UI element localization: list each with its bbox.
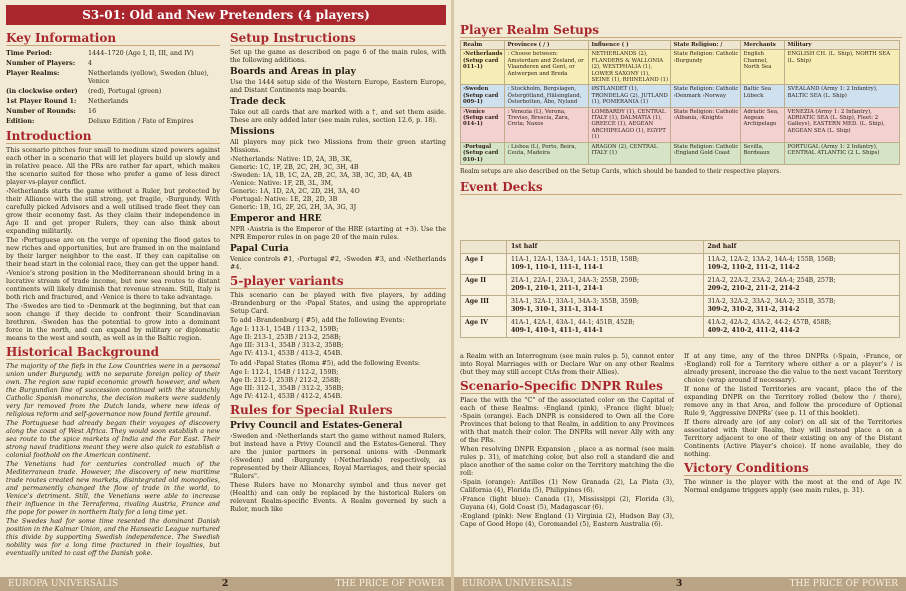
event-cards: 109-1, 110-1, 111-1, 114-1 — [511, 264, 604, 271]
realm-cell-realm: ›Portugal (Setup card 010-1) — [461, 142, 505, 164]
variants-heading: 5-player variants — [230, 274, 446, 289]
interregnum-paragraph: a Realm with an Interregnum (see main rules p. 5), cannot enter into Royal Marriages with or Declare War on any other Realms (but they may still accept CtAs from their Allies). — [460, 352, 674, 376]
dnpr-territories — [460, 478, 674, 528]
event-line: Age IV: 412-1, 453B / 412-2, 454B. — [230, 392, 343, 400]
realm-cell-merchants: Baltic Sea Lübeck — [741, 85, 785, 107]
boards-paragraph: Use the 1444 setup side of the Western Europe, Eastern Europe, and Distant Continents map boards. — [230, 78, 446, 94]
dnpr-paragraph: If none of the listed Territories are vacant, place the of the expanding DNPR on the Territory rolled (below the / there), remove any in that Area, and follow the procedure of Optional Rule 9, ‘Aggressive DNPRs’ (see p. 11 of this booklet). — [684, 385, 902, 417]
event-row — [461, 275, 900, 296]
mission-line: ›Sweden: 1A, 1B, 1C, 2A, 2B, 2C, 3A, 3B, 3C, 3D, 4A, 4B — [230, 171, 412, 179]
history-heading: Historical Background — [6, 345, 220, 360]
event-cards: 21A-1, 22A-1, 23A-1, 24A-3; 255B, 259B; — [511, 277, 640, 284]
mission-line: ›Portugal: Native: 1E, 2B, 2D, 3B — [230, 195, 338, 203]
key-info-row — [6, 48, 220, 58]
emperor-heading: Emperor and HRE — [230, 214, 322, 224]
history-paragraph: The Venetians had for centuries controlled much of the Mediterranean trade. However, the discovery of new maritime trade routes created new markets, disintegrated old monopolies, and permanently changed the flow of trade in the world, to Venice’s detriment. Still, the Venetians were able to increase their influence in the Terraferma, rivaling Austria, France and the pope for power in northern Italy for a long time yet. — [6, 460, 220, 516]
mission-line: ›Netherlands: Native: 1D, 2A, 3B, 3K, — [230, 155, 353, 163]
dnpr-heading: Scenario-Specific DNPR Rules — [460, 379, 674, 394]
realm-setups-table — [460, 40, 900, 165]
boards-heading: Boards and Areas in play — [230, 67, 356, 77]
key-info-label: Number of Rounds: — [6, 107, 76, 115]
event-cards: 11A-2, 12A-2, 13A-2, 14A-4; 155B, 156B; — [707, 256, 836, 263]
realm-cell-military: PORTUGAL (Army 1: 2 Infantry), CENTRAL ATLANTIC (2 L. Ships) — [785, 142, 900, 164]
page-footer — [0, 577, 452, 591]
page-footer — [454, 577, 906, 591]
realm-column-header: Influence ( ) — [589, 41, 671, 50]
event-row — [461, 296, 900, 317]
realm-cell-influence: NETHERLANDS (2), FLANDERS & WALLONIA (2), WESTPHALIA (1), LOWER SAXONY (1), SEINE (1), RHINELAND (1) — [589, 50, 671, 85]
right-column — [230, 28, 446, 574]
dnpr-paragraph: If there already are (of any color) on all six of the Territories associated with their Realm, they will instead place a on a Territory adjacent to one of their existing on any of the Distant Continents (Active Player’s choice). If none available, they do nothing. — [684, 418, 902, 458]
realm-cell-realm: ›Venice (Setup card 014-1) — [461, 107, 505, 142]
victory-heading: Victory Conditions — [684, 461, 902, 476]
history-paragraph: The Portuguese had already began their voyages of discovery along the coast of West Africa. They would soon establish a new sea route to the spice markets of India and the Far East. Their strong naval traditions meant they were also quick to establish a colonial foothold on the American continent. — [6, 419, 220, 459]
intro-heading: Introduction — [6, 129, 220, 144]
event-first-half — [507, 275, 704, 296]
event-cards: 41A-2, 42A-2, 43A-2, 44-2; 457B, 458B; — [707, 319, 832, 326]
event-cards: 31A-2, 32A-2, 33A-2, 34A-2; 351B, 357B; — [707, 298, 836, 305]
trade-heading: Trade deck — [230, 97, 286, 107]
realm-setups-note: Realm setups are also described on the Setup Cards, which should be handed to their respective players. — [460, 167, 782, 175]
realm-cell-merchants: Sevilla, Bordeaux — [741, 142, 785, 164]
event-age: Age IV — [461, 317, 507, 338]
key-info-value: 4 — [88, 59, 93, 67]
event-first-half — [507, 317, 704, 338]
realm-cell-provinces: : Lisboa (L), Porto, Beira, Ceuta, Madeira — [505, 142, 589, 164]
event-cards: 21A-2, 22A-2, 23A-2, 24A-4; 254B, 257B; — [707, 277, 836, 284]
realm-cell-merchants: English Channel, North Sea — [741, 50, 785, 85]
realm-cell-religion: State Religion: Catholic ›England Gold Coast — [671, 142, 741, 164]
key-info-table — [6, 48, 220, 126]
emperor-paragraph: NPR ›Austria is the Emperor of the HRE (starting at +3). Use the NPR Emperor rules in on page 20 of the main rules. — [230, 225, 446, 241]
event-second-half — [703, 296, 900, 317]
event-cards: 31A-1, 32A-1, 33A-1, 34A-3; 355B, 359B; — [511, 298, 640, 305]
rules-heading: Rules for Special Rulers — [230, 403, 446, 418]
event-age: Age I — [461, 254, 507, 275]
realm-setups-heading: Player Realm Setups — [460, 23, 902, 38]
dnpr-territory-line: ›Spain (orange): Antilles (1) New Granada (2), La Plata (3), California (4), Florida (5), Philippines (6). — [460, 478, 674, 494]
key-info-label: Player Realms: — [6, 69, 60, 77]
papal-intro: To add ›Papal States (Roma #5), add the following Events: — [230, 359, 421, 367]
event-age: Age III — [461, 296, 507, 317]
intro-paragraph: The ›Swedes are tied to ›Denmark at the beginning, but that can soon change if they decide to confront their Scandinavian brethren. ›Sweden has the potential to grow into a dominant force in the north, and can expand by military or diplomatic means to the west and south, as well as in the Baltic region. — [6, 302, 220, 342]
event-cards: 209-1, 210-1, 211-1, 214-1 — [511, 285, 604, 292]
realm-cell-realm: ›Sweden (Setup card 009-1) — [461, 85, 505, 107]
event-cards: 11A-1, 12A-1, 13A-1, 14A-1; 151B, 158B; — [511, 256, 640, 263]
realm-cell-influence: ARAGON (2), CENTRAL ITALY (1) — [589, 142, 671, 164]
event-line: Age II: 212-1, 253B / 212-2, 258B; — [230, 376, 341, 384]
dnpr-paragraph: When resolving DNPR Expansion , place a as normal (see main rules p. 31), of matching color, but also roll a standard die and place another of the same color on the Territory matching the die roll: — [460, 445, 674, 477]
realm-cell-provinces: : Stockholm, Bergslagen, Östergötland, Hälsingland, Österbotten, Åbo, Nyland — [505, 85, 589, 107]
key-info-value: 1444–1720 (Age I, II, III, and IV) — [88, 49, 194, 57]
realm-cell-religion: State Religion: Catholic ›Burgundy — [671, 50, 741, 85]
key-info-row — [6, 106, 220, 116]
event-cards: 309-1, 310-1, 311-1, 314-1 — [511, 306, 604, 313]
event-row — [461, 317, 900, 338]
dnpr-paragraph: If at any time, any of the three DNPRs (›Spain, ›France, or ›England) roll for a Territory where either a or a player’s / is already present, increase the die value to the next vacant Territory choice (wrap around if necessary). — [684, 352, 902, 384]
event-second-half — [703, 275, 900, 296]
event-decks-heading: Event Decks — [460, 180, 902, 195]
victory-paragraph: The winner is the player with the most at the end of Age IV. Normal endgame triggers apply (see main rules, p. 31). — [684, 478, 902, 494]
rules-paragraph: These Rulers have no Monarchy symbol and thus never get (Health) and can only be replaced by the historical Rulers on relevant Realm-specific Events. A Realm governed by such a Ruler, much like — [230, 481, 446, 513]
key-info-label: (in clockwise order) — [6, 87, 78, 95]
key-info-value: Deluxe Edition / Fate of Empires — [88, 117, 194, 125]
key-info-label: Time Period: — [6, 49, 52, 57]
event-decks-section — [460, 240, 902, 340]
realm-row — [461, 85, 900, 107]
age-column — [461, 241, 507, 254]
event-cards: 409-1, 410-1, 411-1, 414-1 — [511, 327, 604, 334]
key-info-value: Netherlands — [88, 97, 129, 105]
papal-events — [230, 368, 446, 400]
realm-cell-military: VENEZIA (Army 1: 2 Infantry), ADRIATIC SEA (L. Ship), Fleet: 2 Galleys), EASTERN MED. (L. Ship), AEGEAN SEA (L. Ship) — [785, 107, 900, 142]
event-line: Age I: 113-1, 154B / 113-2, 159B; — [230, 325, 339, 333]
dnpr-paragraph: Place the with the "C" of the associated color on the Capital of each of these Realms: ›England (pink), ›France (light blue); ›Spain (orange). Each DNPR is considered to Own all the Core Provinces that belong to that Realm, in addition to any Provinces with that match their color. The DNPRs will never Ally with any of the PRs. — [460, 396, 674, 444]
key-info-value: (red), Portugal (green) — [88, 87, 162, 95]
footer-title: EUROPA UNIVERSALIS — [8, 579, 119, 589]
event-row — [461, 254, 900, 275]
key-info-label: Number of Players: — [6, 59, 76, 67]
key-info-row — [6, 58, 220, 68]
second-half-column: 2nd half — [703, 241, 900, 254]
realm-column-header: Merchants — [741, 41, 785, 50]
setups-section — [460, 20, 902, 260]
history-paragraph: The Swedes had for some time resented the dominant Danish position in the Kalmar Union, and the Hanseatic League nurtured this divide by supporting Swedish independence. The Swedish nobility was for a long time fractured in their loyalties, but eventually united to cast off the Danish yoke. — [6, 517, 220, 557]
key-info-row — [6, 96, 220, 106]
first-half-column: 1st half — [507, 241, 704, 254]
event-cards: 41A-1, 42A-1, 43A-1, 44-1; 451B, 452B; — [511, 319, 635, 326]
realm-column-header: State Religion: / — [671, 41, 741, 50]
footer-subtitle: THE PRICE OF POWER — [335, 579, 444, 589]
realm-cell-religion: State Religion: Catholic ›Albania, ›Knights — [671, 107, 741, 142]
left-page — [0, 0, 452, 591]
footer-title: EUROPA UNIVERSALIS — [462, 579, 573, 589]
scenario-title: S3-01: Old and New Pretenders (4 players) — [6, 5, 446, 25]
event-cards: 309-2, 310-2, 311-2, 314-2 — [707, 306, 800, 313]
key-info-value: 16 — [88, 107, 97, 115]
right-page — [454, 0, 906, 591]
mission-line: Generic: 1B, 1G, 2F, 2G, 2H, 3A, 3G, 3J — [230, 203, 357, 211]
event-line: Age II: 213-1, 253B / 213-2, 258B; — [230, 333, 341, 341]
rules-subheading: Privy Council and Estates-General — [230, 421, 403, 431]
event-first-half — [507, 296, 704, 317]
curia-paragraph: Venice controls #1, ›Portugal #2, ›Sweden #3, and ›Netherlands #4. — [230, 255, 446, 271]
intro-paragraph: This scenario pitches four small to medium sized powers against each other in a scenario that will let players build up slowly and in relative peace. All the PRs are rather far apart, which makes the scenario suited for those who prefer a game of less direct player-vs-player conflict. — [6, 146, 220, 186]
realm-cell-realm: ›Netherlands (Setup card 011-1) — [461, 50, 505, 85]
realm-column-header: Provinces ( / ) — [505, 41, 589, 50]
realm-row — [461, 50, 900, 85]
realm-cell-religion: State Religion: Catholic ›Denmark ›Norway — [671, 85, 741, 107]
realm-row — [461, 142, 900, 164]
intro-paragraph: The ›Portuguese are on the verge of opening the flood gates to new riches and opportunities, but are framed in on the mainland by their larger neighbor to the east. If they can capitalise on their head start in the colonial race, they can get the upper hand. — [6, 236, 220, 268]
left-column — [6, 28, 220, 574]
realm-cell-provinces: : Venezia (L), Verona, Treviso, Brescia, Zara, Creta; Naxos — [505, 107, 589, 142]
dnpr-territory-line: ›England (pink): New England (1) Virginia (2), Hudson Bay (3), Cape of Good Hope (4), Coromandel (5), Eastern Australia (6). — [460, 512, 674, 528]
event-cards: 209-2, 210-2, 211-2, 214-2 — [707, 285, 800, 292]
realm-column-header: Military — [785, 41, 900, 50]
event-line: Age IV: 413-1, 453B / 413-2, 454B. — [230, 349, 343, 357]
dnpr-territory-line: ›France (light blue): Canada (1), Mississippi (2), Florida (3), Guyana (4), Gold Coast (5), Madagascar (6). — [460, 495, 674, 511]
key-info-row — [6, 86, 220, 96]
mission-line: ›Venice: Native: 1F, 2B, 3L, 3M, — [230, 179, 334, 187]
setup-paragraph: Set up the game as described on page 6 of the main rules, with the following additions. — [230, 48, 446, 64]
mission-line: Generic: 1C, 1F, 2B, 2C, 2H, 3C, 3H, 4B — [230, 163, 359, 171]
event-second-half — [703, 254, 900, 275]
key-info-label: 1st Player Round 1: — [6, 97, 77, 105]
intro-paragraph: ›Venice’s strong position in the Mediterranean should bring in a lucrative stream of trade income, but new sea routes to distant continents will likely diminish that revenue stream. Still, Italy is both rich and fractured, and ›Venice is there to take advantage. — [6, 269, 220, 301]
footer-subtitle: THE PRICE OF POWER — [789, 579, 898, 589]
mission-line: Generic: 1A, 1D, 2A, 2C, 2D, 2H, 3A, 4O — [230, 187, 360, 195]
key-info-heading: Key Information — [6, 31, 220, 46]
realm-cell-influence: ØSTLANDET (1), TRONDELAG (2), JUTLAND (1), POMERANIA (1) — [589, 85, 671, 107]
missions-heading: Missions — [230, 127, 275, 137]
realm-cell-provinces: : Choose between: Amsterdam and Zeeland, or Vlaanderen and Gent, or Antwerpen and Breda — [505, 50, 589, 85]
setup-heading: Setup Instructions — [230, 31, 446, 46]
page-number: 3 — [676, 579, 683, 589]
realm-cell-influence: LOMBARDY (1), CENTRAL ITALY (1), DALMATIA (1), GREECE (1), AEGEAN ARCHIPELAGO (1), EGYPT (1) — [589, 107, 671, 142]
realm-cell-military: ENGLISH CH. (L. Ship), NORTH SEA (L. Ship) — [785, 50, 900, 85]
dnpr-column — [460, 352, 674, 574]
event-first-half — [507, 254, 704, 275]
curia-heading: Papal Curia — [230, 244, 289, 254]
dnpr-column-2 — [684, 352, 902, 574]
intro-paragraph: ›Netherlands starts the game without a Ruler, but protected by their Alliance with the still strong, yet fragile, ›Burgundy. With carefully picked Advisors and a well utilised trade fleet they can grow their economy fast. As they claim their independence in Age II and get proper Rulers, they can also think about expanding militarily. — [6, 187, 220, 235]
key-info-row — [6, 116, 220, 126]
realm-column-header: Realm — [461, 41, 505, 50]
missions-paragraph: All players may pick two Missions from their green starting Missions. — [230, 138, 446, 154]
event-age: Age II — [461, 275, 507, 296]
brandenburg-events — [230, 325, 446, 357]
brandenburg-intro: To add ›Brandenburg ( #5), add the following Events: — [230, 316, 405, 324]
event-second-half — [703, 317, 900, 338]
event-cards: 109-2, 110-2, 111-2, 114-2 — [707, 264, 800, 271]
key-info-label: Edition: — [6, 117, 35, 125]
realm-row — [461, 107, 900, 142]
event-decks-table — [460, 240, 900, 338]
realm-cell-military: SVEALAND (Army 1: 2 Infantry), BALTIC SEA (L. Ship) — [785, 85, 900, 107]
page-number: 2 — [222, 579, 229, 589]
event-line: Age III: 312-1, 354B / 312-2, 358B; — [230, 384, 344, 392]
missions-list — [230, 155, 446, 211]
event-cards: 409-2, 410-2, 411-2, 414-2 — [707, 327, 800, 334]
variants-paragraph: This scenario can be played with five players, by adding ›Brandenburg or the ›Papal States, and using the appropriate Setup Card. — [230, 291, 446, 315]
trade-paragraph: Take out all cards that are marked with a †, and set them aside. These are only added later (see main rules, section 12.6, p. 18). — [230, 108, 446, 124]
realm-cell-merchants: Adriatic Sea, Aegean Archipelago — [741, 107, 785, 142]
rules-paragraph: ›Sweden and ›Netherlands start the game without named Rulers, but instead have a Privy Council and the Estates-General. They are the junior partners in personal unions with ›Denmark (›Sweden) and ›Burgundy (›Netherlands) respectively, as represented by their Alliances, Royal Marriages, and their special "Rulers". — [230, 432, 446, 480]
key-info-value: Netherlands (yellow), Sweden (blue), Venice — [88, 69, 209, 85]
history-paragraph: The majority of the fiefs in the Low Countries were in a personal union under Burgundy, with no separate foreign policy of their own. The region saw rapid economic growth however, and when the Burgundian line of succession continued with the staunchly Catholic Spanish monarchs, the decision makers were suddenly very far removed from the Dutch lands, where new ideas of religious reform and self-governance now found fertile ground. — [6, 362, 220, 418]
key-info-row — [6, 68, 220, 86]
event-line: Age I: 112-1, 154B / 112-2, 159B; — [230, 368, 339, 376]
event-line: Age III: 313-1, 354B / 313-2, 358B; — [230, 341, 344, 349]
